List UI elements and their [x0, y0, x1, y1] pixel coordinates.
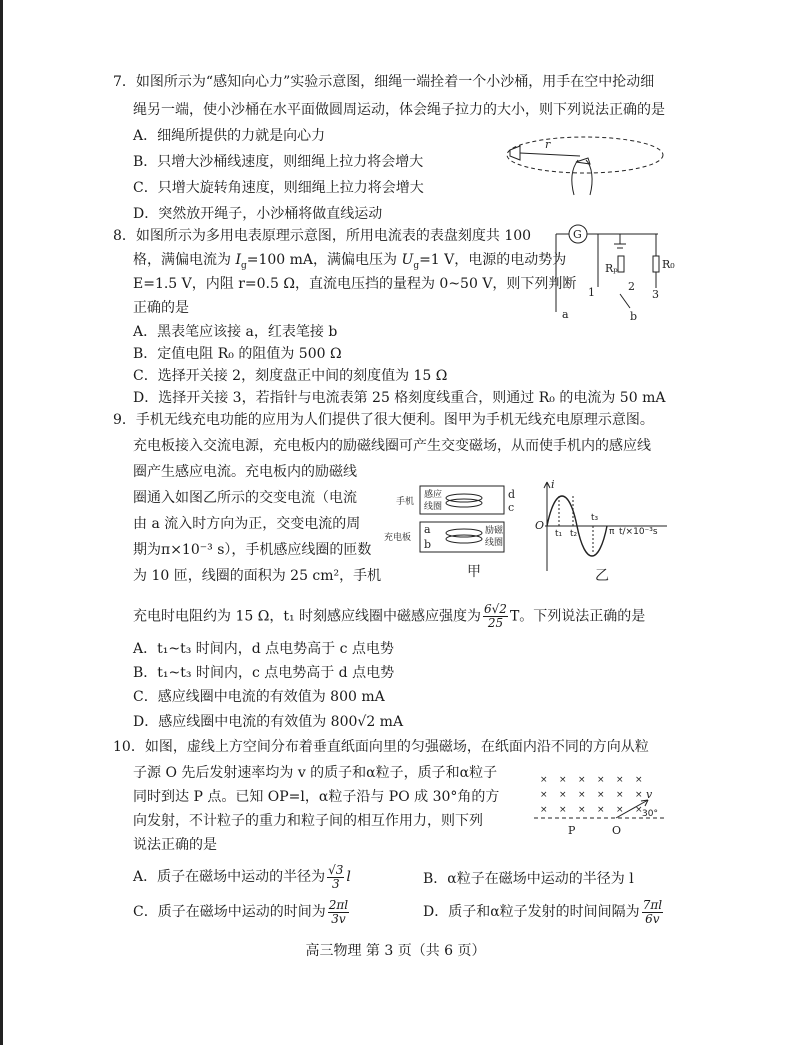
q8-option-c: C．选择开关接 2，刻度盘正中间的刻度值为 15 Ω [133, 368, 448, 384]
field-x-mark: × [540, 805, 548, 815]
field-x-mark: × [597, 775, 605, 785]
q9-label-board: 充电板 [384, 533, 412, 543]
q9-terminal-c: c [508, 501, 515, 514]
q9-caption-jia: 甲 [467, 564, 481, 580]
q8-selector-switch [620, 294, 630, 308]
svg-text:t/×10⁻³s: t/×10⁻³s [619, 527, 658, 537]
q7-option-c: C．只增大旋转角速度，则细绳上拉力将会增大 [133, 180, 424, 196]
q7-figure-swing [500, 120, 670, 200]
q8-label-2: 2 [628, 280, 635, 293]
svg-text:励磁: 励磁 [485, 526, 504, 536]
field-x-mark: × [616, 775, 624, 785]
q8-option-d: D．选择开关接 3，若指针与电流表第 25 格刻度线重合，则通过 R₀ 的电流为 50 mA [133, 390, 666, 406]
q9-stem-line1: 9．手机无线充电功能的应用为人们提供了很大便利。图甲为手机无线充电原理示意图。 [113, 412, 654, 428]
page-footer: 高三物理 第 3 页（共 6 页） [305, 943, 486, 959]
q10-stem-line1: 10．如图，虚线上方空间分布着垂直纸面向里的匀强磁场，在纸面内沿不同的方向从粒 [113, 739, 649, 755]
q8-label-rp: Rₚ [605, 262, 618, 275]
field-x-mark: × [597, 790, 605, 800]
q8-label-a: a [562, 308, 569, 321]
q8-option-a: A．黑表笔应该接 a，红表笔接 b [133, 324, 338, 340]
field-x-mark: × [559, 805, 567, 815]
q10-option-c: C．质子在磁场中运动的时间为 $\frac{2\pi l}{3v}$ [133, 897, 349, 926]
q8-stem-line2: 格，满偏电流为 $I_g=100$ mA，满偏电压为 $U_g=1$ V，电源的电动势为 [133, 252, 567, 271]
svg-text:O: O [535, 519, 545, 532]
q8-resistor-r0 [653, 256, 659, 272]
svg-text:i: i [551, 478, 555, 491]
q7-option-d: D．突然放开绳子，小沙桶将做直线运动 [133, 206, 383, 222]
q8-label-1: 1 [588, 286, 595, 299]
q10-stem-line4: 向发射，不计粒子的重力和粒子间的相互作用力，则下列 [133, 813, 483, 829]
q10-label-p: P [568, 824, 576, 837]
field-x-mark: × [578, 775, 586, 785]
svg-text:t₂: t₂ [570, 529, 578, 539]
q9-b-fraction: $\frac{6√2}{25}$ [484, 602, 507, 630]
q10-stem-line5: 说法正确的是 [133, 837, 217, 853]
svg-text:线圈: 线圈 [485, 538, 504, 548]
q10-option-b: B．α粒子在磁场中运动的半径为 l [423, 871, 634, 887]
q7-stem-line2: 绳另一端，使小沙桶在水平面做圆周运动，体会绳子拉力的大小，则下列说法正确的是 [133, 102, 665, 118]
q9-label-phone: 手机 [396, 497, 415, 507]
q9-terminal-b: b [424, 538, 432, 551]
svg-text:t₁: t₁ [555, 529, 563, 539]
q8-stem-line1: 8．如图所示为多用电表原理示意图，所用电流表的表盘刻度共 100 [113, 228, 532, 244]
field-x-mark: × [616, 790, 624, 800]
q7-stem-line1: 7．如图所示为“感知向心力”实验示意图，细绳一端拴着一个小沙桶，用手在空中抡动细 [113, 74, 655, 90]
q10-magnetic-field-marks [540, 775, 643, 815]
svg-text:感应: 感应 [424, 490, 443, 500]
field-x-mark: × [635, 805, 643, 815]
q7-hand [572, 158, 592, 195]
q9-figure-yi [533, 476, 673, 584]
q7-option-a: A．细绳所提供的力就是向心力 [133, 128, 326, 144]
q7-rope [520, 153, 580, 156]
q9-stem-line7: 为 10 匝，线圈的面积为 25 cm²，手机 [133, 568, 382, 584]
q7-circular-path [507, 137, 663, 173]
q8-figure-multimeter [548, 222, 678, 322]
q10-stem-line3: 同时到达 P 点。已知 OP=l，α粒子沿与 PO 成 30°角的方 [133, 789, 500, 805]
q9-option-a: A．t₁~t₃ 时间内，d 点电势高于 c 点电势 [133, 641, 394, 657]
q8-label-r0: R₀ [662, 258, 675, 271]
q10-option-d: D．质子和α粒子发射的时间间隔为 $\frac{7\pi l}{6v}$ [423, 897, 663, 926]
field-x-mark: × [635, 790, 643, 800]
svg-text:30°: 30° [642, 809, 658, 819]
field-x-mark: × [578, 805, 586, 815]
q8-rheostat [618, 256, 624, 272]
q7-label-r: r [545, 138, 551, 151]
q9-stem-line6: 期为π×10⁻³ s），手机感应线圈的匝数 [133, 542, 372, 558]
q9-caption-yi: 乙 [595, 568, 609, 584]
q10-figure-field [530, 770, 670, 842]
q9-stem-line3: 圈产生感应电流。充电板内的励磁线 [133, 464, 357, 480]
q9-terminal-d: d [508, 488, 516, 501]
page-left-edge [0, 0, 3, 1045]
field-x-mark: × [540, 790, 548, 800]
q9-option-d: D．感应线圈中电流的有效值为 800√2 mA [133, 714, 404, 730]
q9-stem-line8: 充电时电阻约为 15 Ω，t₁ 时刻感应线圈中磁感应强度为 $\frac{6√2}{25}$ T。下列说法正确的是 [133, 602, 646, 630]
field-x-mark: × [597, 805, 605, 815]
q9-stem-line4: 圈通入如图乙所示的交变电流（电流 [133, 490, 357, 506]
q8-label-g: G [573, 228, 582, 241]
field-x-mark: × [540, 775, 548, 785]
q10-stem-line2: 子源 O 先后发射速率均为 v 的质子和α粒子，质子和α粒子 [133, 765, 498, 781]
q9-figure-jia [382, 478, 532, 583]
q10-option-a: A．质子在磁场中运动的半径为 $\frac{√3}{3}$ l [133, 862, 351, 891]
field-x-mark: × [578, 790, 586, 800]
field-x-mark: × [559, 790, 567, 800]
q9-terminal-a: a [424, 523, 431, 536]
svg-text:π: π [609, 527, 615, 537]
q10-label-o: O [612, 824, 622, 837]
q9-option-c: C．感应线圈中电流的有效值为 800 mA [133, 689, 385, 705]
q9-induction-coil [446, 494, 482, 502]
q8-stem-line4: 正确的是 [133, 300, 189, 316]
q8-stem-line3: E=1.5 V，内阻 r=0.5 Ω，直流电压挡的量程为 0~50 V，则下列判断 [133, 276, 577, 292]
q8-label-3: 3 [652, 288, 659, 301]
field-x-mark: × [616, 805, 624, 815]
q8-label-b: b [630, 310, 638, 322]
q9-stem-line2: 充电板接入交流电源，充电板内的励磁线圈可产生交变磁场，从而使手机内的感应线 [133, 438, 651, 454]
q8-option-b: B．定值电阻 R₀ 的阻值为 500 Ω [133, 346, 342, 362]
q9-option-b: B．t₁~t₃ 时间内，c 点电势高于 d 点电势 [133, 665, 395, 681]
svg-text:v: v [646, 788, 653, 801]
q7-sand-bucket [510, 146, 520, 160]
svg-text:线圈: 线圈 [424, 502, 443, 512]
svg-text:t₃: t₃ [591, 513, 599, 523]
q7-option-b: B．只增大沙桶线速度，则细绳上拉力将会增大 [133, 154, 424, 170]
field-x-mark: × [559, 775, 567, 785]
q9-stem-line5: 由 a 流入时方向为正，交变电流的周 [133, 516, 361, 532]
field-x-mark: × [635, 775, 643, 785]
